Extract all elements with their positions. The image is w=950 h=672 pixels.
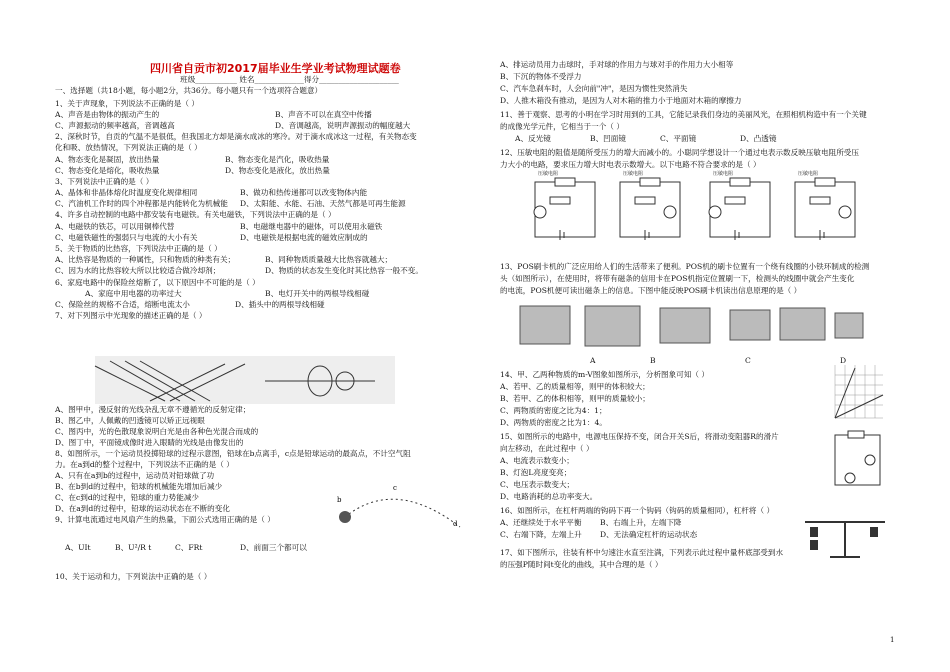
left-line: B、在b到d的过程中，铅球的机械能先增加后减少 <box>55 482 223 491</box>
right-line: A、反光镜 <box>515 134 551 143</box>
left-line: C、物态变化是熔化，吸收热量 <box>55 166 160 175</box>
left-line: C、声源振动的频率越高，音调越高 <box>55 121 175 130</box>
left-line: A、只有在a到b的过程中，运动员对铅球做了功 <box>55 471 215 480</box>
left-line: C、在c到d的过程中，铅球的重力势能减少 <box>55 493 200 502</box>
right-line: 14、甲、乙两种物质的m-V图象如图所示，分析图象可知（ ） <box>500 370 710 379</box>
left-line: C、FRt <box>175 543 203 552</box>
left-line: A、晶体和非晶体熔化时温度变化规律相同 <box>55 188 198 197</box>
left-line: 7、对下列图示中光现象的描述正确的是（ ） <box>55 311 207 320</box>
left-line: B、图乙中，人佩戴的凹透镜可以矫正远视眼 <box>55 416 205 425</box>
right-line: 12、压敏电阻的阻值是随所受压力的增大而减小的。小聪同学想设计一个通过电表示数反映压敏电阻所受压 <box>500 148 859 157</box>
left-line: D、电磁铁是根据电流的磁效应制成的 <box>240 233 368 242</box>
left-line: B、U²/R t <box>115 543 152 552</box>
pressure-circuit <box>790 172 860 247</box>
right-line: B、若甲、乙的体积相等，则甲的质量较小； <box>500 394 650 403</box>
left-line: 9、计算电流通过电风扇产生的热量，下面公式选用正确的是（ ） <box>55 515 275 524</box>
left-line: A、UIt <box>65 543 91 552</box>
left-line: 3、下列说法中正确的是（ ） <box>55 177 154 186</box>
left-line: D、物质的状态发生变化时其比热容一般不变。 <box>265 266 423 275</box>
circuit-label: 压敏电阻 <box>538 171 559 177</box>
right-line: D、凸透镜 <box>740 134 777 143</box>
left-line: C、保险丝的规格不合适，熔断电流太小 <box>55 300 190 309</box>
right-line: B、灯泡L亮度变亮； <box>500 468 572 477</box>
right-line: 向左移动，在此过程中（ ） <box>500 444 594 453</box>
right-line: 头（如图所示），在使用时，将带有磁条的信用卡在POS机指定位置刷一下，检测头的线圈中就会产生变化 <box>500 274 855 283</box>
right-line: B、右端上升，左端下降 <box>600 518 682 527</box>
right-line: 16、如图所示，在杠杆两端的钩码下再一个钩码（钩码的质量相同），杠杆将（ ） <box>500 506 775 515</box>
left-line: A、声音是由物体的振动产生的 <box>55 110 160 119</box>
left-line: 8、如图所示，一个运动员投掷铅球的过程示意图，铅球在b点离手，c点是铅球运动的最高点，不计空气阻 <box>55 449 411 458</box>
right-line: C、两物质的密度之比为4：1； <box>500 406 607 415</box>
right-line: 11、善于观察、思考的小明在学习时用到的工具，它能记录我们身边的美丽风光，在照相机构造中有一个关键 <box>500 110 867 119</box>
pos-label-b: B <box>650 356 656 365</box>
left-line: 化和吸、放热情况，下列说法正确的是（ ） <box>55 143 202 152</box>
left-line: B、做功和热传递都可以改变物体内能 <box>240 188 368 197</box>
left-line: 10、关于运动和力，下列说法中正确的是（ ） <box>55 572 212 581</box>
left-line: 力。在a到d的整个过程中，下列说法不正确的是（ ） <box>55 460 234 469</box>
left-line: A、家庭中用电器的功率过大 <box>85 289 182 298</box>
right-line: 13、POS刷卡机的广泛应用给人们的生活带来了便利。POS机的刷卡位置有一个绕有线圈的小铁环制成的检测 <box>500 262 870 271</box>
right-line: 的压强P随时间t变化的曲线，其中合理的是（ ） <box>500 560 663 569</box>
left-line: B、电磁继电器中的磁体，可以使用永磁铁 <box>240 222 383 231</box>
right-line: D、电路消耗的总功率变大。 <box>500 492 598 501</box>
left-line: D、物态变化是液化，放出热量 <box>225 166 330 175</box>
left-line: A、图甲中，漫反射的光线杂乱无章不遵循光的反射定律； <box>55 405 251 414</box>
left-line: 6、家庭电路中的保险丝熔断了，以下原因中不可能的是（ ） <box>55 278 260 287</box>
left-line: C、因为水的比热容较大所以比较适合做冷却剂； <box>55 266 221 275</box>
pressure-circuit <box>705 172 775 247</box>
right-line: A、还继续处于水平平衡 <box>500 518 582 527</box>
left-line: D、前面三个都可以 <box>240 543 307 552</box>
right-line: D、人推木箱没有推动，是因为人对木箱的推力小于地面对木箱的摩擦力 <box>500 96 742 105</box>
right-line: A、电流表示数变小； <box>500 456 574 465</box>
left-line: A、物态变化是凝固，放出热量 <box>55 155 160 164</box>
right-line: 的电流，POS机便可读出磁条上的信息。下图中能反映POS刷卡机读出信息原理的是（ ） <box>500 286 802 295</box>
left-line: B、物态变化是汽化，吸收热量 <box>225 155 330 164</box>
left-line: C、电磁铁磁性的强弱只与电流的大小有关 <box>55 233 198 242</box>
left-line: D、在a到d的过程中，铅球的运动状态在不断的变化 <box>55 504 230 513</box>
pressure-circuit <box>615 172 685 247</box>
right-line: C、平面镜 <box>660 134 697 143</box>
left-line: D、太阳能、水能、石油、天然气都是可再生能源 <box>240 199 406 208</box>
mv-graph <box>825 360 885 425</box>
circuit-label: 压敏电阻 <box>713 171 734 177</box>
pos-label-a: A <box>590 356 596 365</box>
left-line: D、图丁中，平面镜成像时进入眼睛的光线是由像发出的 <box>55 438 244 447</box>
lever-figure <box>800 512 890 560</box>
right-line: 17、如下图所示，往装有杯中匀速注水直至注满，下列表示此过程中量杯底部受到水 <box>500 548 784 557</box>
svg-text:b: b <box>337 496 342 504</box>
right-line: D、两物质的密度之比为1：4。 <box>500 418 607 427</box>
right-line: 15、如图所示的电路中，电源电压保持不变，闭合开关S后，将滑动变阻器R的滑片 <box>500 432 779 441</box>
pos-figures <box>515 298 865 353</box>
left-line: 2、深秋时节，自贡的气温不是很低，但我国北方却是滴水成冰的寒冷。对于滴水成冰这一过程，有关物态变 <box>55 132 417 141</box>
svg-text:d: d <box>453 520 458 528</box>
left-line: 5、关于物质的比热容，下列说法中正确的是（ ） <box>55 244 222 253</box>
left-line: D、插头中的两根导线相碰 <box>235 300 325 309</box>
pressure-circuit <box>530 172 600 247</box>
right-line: C、汽车急刹车时，人会向前"冲"，是因为惯性突然消失 <box>500 84 688 93</box>
right-line: C、电压表示数变大； <box>500 480 575 489</box>
svg-text:c: c <box>393 484 397 492</box>
pos-label-d: D <box>840 356 847 365</box>
right-line: 力大小的电路，要求压力增大时电表示数增大。以下电路不符合要求的是（ ） <box>500 160 761 169</box>
right-line: A、若甲、乙的质量相等，则甲的体积较大； <box>500 382 650 391</box>
left-line: C、汽油机工作时的四个冲程都是内能转化为机械能 <box>55 199 228 208</box>
left-line: A、电磁铁的铁芯，可以用铜棒代替 <box>55 222 175 231</box>
left-line: B、同种物质质量越大比热容就越大； <box>265 255 393 264</box>
right-line: B、凹面镜 <box>590 134 626 143</box>
circuit-label: 压敏电阻 <box>798 171 819 177</box>
left-line: B、电灯开关中的两根导线相碰 <box>265 289 370 298</box>
circuit-label: 压敏电阻 <box>623 171 644 177</box>
left-line: B、声音不可以在真空中传播 <box>275 110 372 119</box>
left-line: 4、许多自动控制的电路中都安装有电磁铁。有关电磁铁，下列说法中正确的是（ ） <box>55 210 336 219</box>
section-instructions: 一、选择题（共18小题，每小题2分，共36分。每小题只有一个选项符合题意） <box>55 86 323 95</box>
optics-figure <box>95 356 395 404</box>
student-info: 班级___________ 姓名_____________得分_____________________ <box>180 75 399 84</box>
right-line: C、右端下降，左端上升 <box>500 530 582 539</box>
exam-title: 四川省自贡市初2017届毕业生学业考试物理试题卷 <box>150 62 401 75</box>
shot-put-figure <box>335 482 465 542</box>
right-line: B、下沉的物体不受浮力 <box>500 72 582 81</box>
right-line: A、排运动员用力击球时，手对球的作用力与球对手的作用力大小相等 <box>500 60 734 69</box>
page-number: 1 <box>890 636 895 644</box>
left-line: D、音调越高，说明声源振动的幅度越大 <box>275 121 411 130</box>
rheostat-circuit <box>830 430 885 490</box>
right-line: 的成像光学元件，它相当于一个（ ） <box>500 122 624 131</box>
left-line: A、比热容是物质的一种属性，只和物质的种类有关； <box>55 255 236 264</box>
left-line: C、图丙中，光的色散现象说明白光是由各种色光混合而成的 <box>55 427 259 436</box>
left-line: 1、关于声现象，下列说法不正确的是（ ） <box>55 99 199 108</box>
right-line: D、无法确定杠杆的运动状态 <box>600 530 698 539</box>
pos-label-c: C <box>745 356 751 365</box>
